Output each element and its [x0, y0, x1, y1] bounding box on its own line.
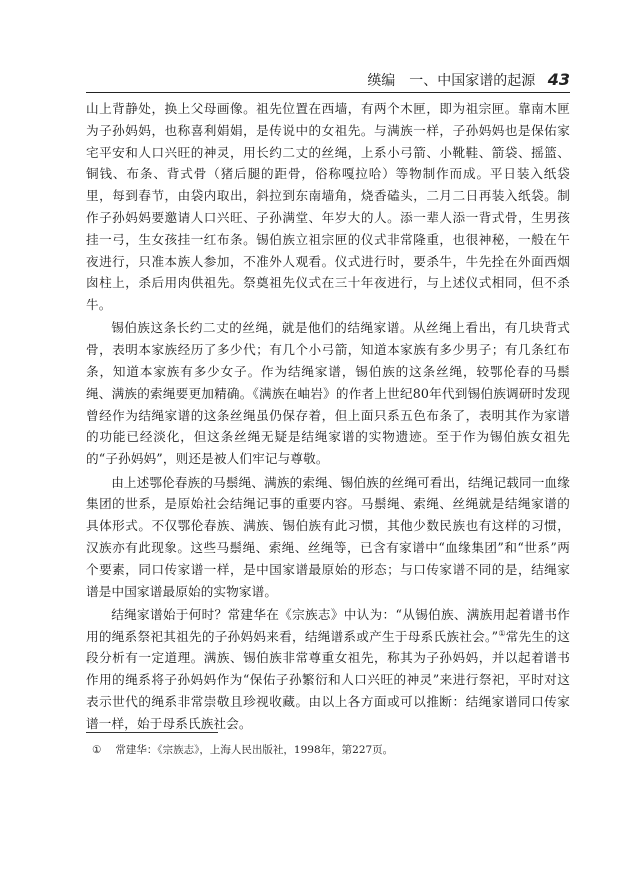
- header-rule: [86, 92, 570, 93]
- running-header: [367, 70, 570, 90]
- body-text: [86, 98, 570, 736]
- footnote-reference[interactable]: ①: [498, 628, 506, 638]
- paragraph-4: [86, 604, 570, 735]
- paragraph-3-text: 由上述鄂伦春族的马鬃绳、满族的索绳、锡伯族的丝绳可看出，结绳记载同一血缘集团的世系，是原始社会结绳记事的重要内容。马鬃绳、索绳、丝绳就是结绳家谱的具体形式。不仅鄂伦春族、满族、锡伯族有此习惯，其他少数民族也有这样的习惯，汉族亦有此现象。这些马鬃绳、索绳、丝绳等，已含有家谱中“血缘集团”和“世系”两个要素，同口传家谱一样，是中国家谱最原始的形态；与口传家谱不同的是，结绳家谱是中国家谱最原始的实物家谱。: [86, 474, 570, 599]
- paragraph-4-text: 结绳家谱始于何时？常建华在《宗族志》中认为：“从锡伯族、满族用起着谱书作用的绳系祭祀其祖先的子孙妈妈来看，结绳谱系或产生于母系氏族社会。”: [86, 606, 570, 644]
- paragraph-2-text: 锡伯族这条长约二丈的丝绳，就是他们的结绳家谱。从丝绳上看出，有几块背式骨，表明本家族经历了多少代；有几个小弓箭，知道本家族有多少男子；有几条红布条，知道本家族有多少女子。作为结绳家谱，锡伯族的这条丝绳，较鄂伦春的马鬃绳、满族的索绳要更加精确。《满族在岫岩》的作者上世纪80年代到锡伯族调研时发现曾经作为结绳家谱的这条丝绳虽仍保存着，但上面只系五色布条了，表明其作为家谱的功能已经淡化，但这条丝绳无疑是结绳家谱的实物遗迹。至于作为锡伯族女祖先的“子孙妈妈”，则还是被人们牢记与尊敬。: [86, 320, 570, 467]
- footnote-mark: ①: [92, 744, 102, 756]
- paragraph-4-tail: 常先生的这段分析有一定道理。满族、锡伯族非常尊重女祖先，称其为子孙妈妈，并以起着谱书作用的绳系将子孙妈妈作为“保佑子孙繁衍和人口兴旺的神灵”来进行祭祀，平时对这表示世代的绳系非常崇敬且珍视收藏。由以上各方面或可以推断：结绳家谱同口传家谱一样，始于母系氏族社会。: [86, 628, 570, 731]
- paragraph-1: [86, 98, 570, 316]
- footnote-text: 常建华：《宗族志》，上海人民出版社，1998年，第227页。: [115, 744, 394, 756]
- paragraph-1-text: 山上背静处，换上父母画像。祖先位置在西墙，有两个木匣，即为祖宗匣。靠南木匣为子孙妈妈，也称喜利娟娟，是传说中的女祖先。与满族一样，子孙妈妈也是保佑家宅平安和人口兴旺的神灵，用长约二丈的丝绳，上系小弓箭、小靴鞋、箭袋、摇篮、铜钱、布条、背式骨（猪后腿的距骨，俗称嘎拉哈）等物制作而成。平日装入纸袋里，每到春节，由袋内取出，斜拉到东南墙角，烧香磕头，二月二日再装入纸袋。制作子孙妈妈要邀请人口兴旺、子孙满堂、年岁大的人。添一辈人添一背式骨，生男孩挂一弓，生女孩挂一红布条。锡伯族立祖宗匣的仪式非常隆重，也很神秘，一般在午夜进行，只准本族人参加，不准外人观看。仪式进行时，要杀牛，牛先拴在外面西烟囱柱上，杀后用肉供祖先。祭奠祖先仪式在三十年夜进行，与上述仪式相同，但不杀牛。: [86, 101, 570, 313]
- page-number: 43: [547, 70, 570, 89]
- footnote: [92, 742, 562, 758]
- paragraph-3: [86, 472, 570, 603]
- header-section-title: 绬编 一、中国家谱的起源: [367, 73, 536, 89]
- footnote-rule: [86, 732, 218, 733]
- paragraph-2: [86, 317, 570, 470]
